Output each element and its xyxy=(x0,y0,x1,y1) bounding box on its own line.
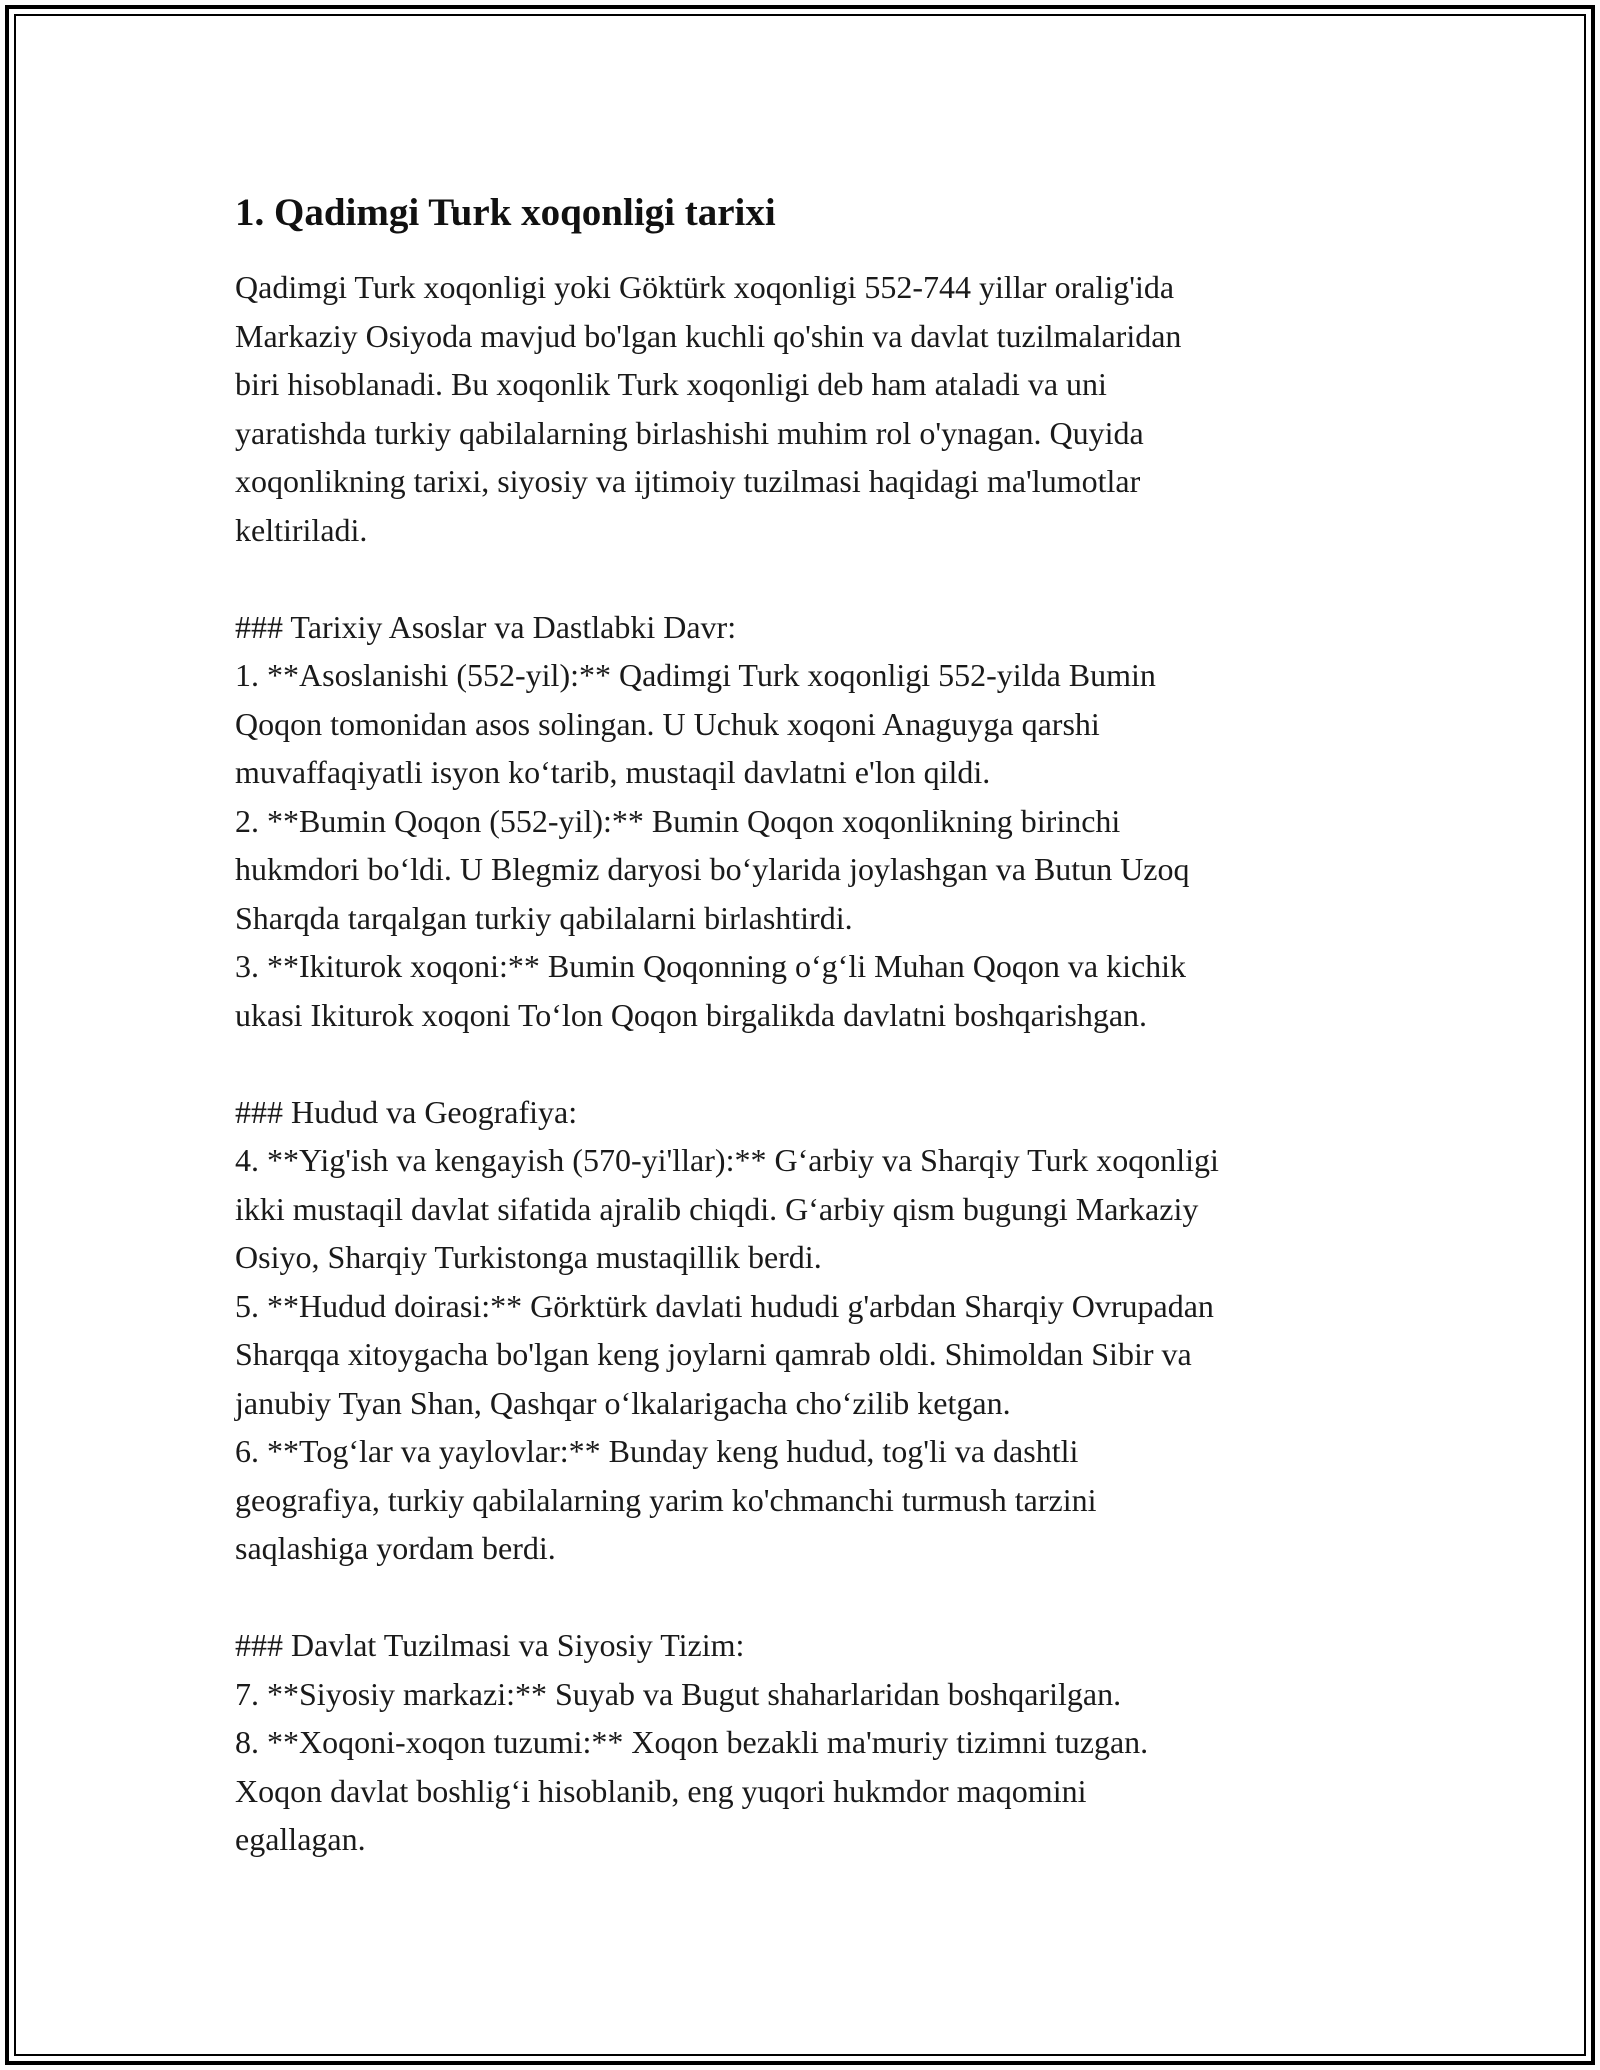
section-line: 6. **Togʻlar va yaylovlar:** Bunday keng hudud, tog'li va dashtli xyxy=(235,1433,1079,1469)
blank-line xyxy=(235,554,1395,603)
blank-line xyxy=(235,1039,1395,1088)
document-page xyxy=(235,185,1395,1864)
section-line: Sharqqa xitoygacha bo'lgan keng joylarni qamrab oldi. Shimoldan Sibir va xyxy=(235,1336,1192,1372)
intro-paragraph xyxy=(235,263,1395,554)
section-line: hukmdori boʻldi. U Blegmiz daryosi boʻylarida joylashgan va Butun Uzoq xyxy=(235,851,1190,887)
intro-line: Qadimgi Turk xoqonligi yoki Göktürk xoqonligi 552-744 yillar oralig'ida xyxy=(235,269,1175,305)
section-geography xyxy=(235,1088,1395,1573)
section-line: janubiy Tyan Shan, Qashqar oʻlkalarigacha choʻzilib ketgan. xyxy=(235,1384,1011,1421)
section-line: muvaffaqiyatli isyon koʻtarib, mustaqil davlatni e'lon qildi. xyxy=(235,754,991,790)
section-heading: ### Hudud va Geografiya: xyxy=(235,1093,578,1130)
section-line: 8. **Xoqoni-xoqon tuzumi:** Xoqon bezakli ma'muriy tizimni tuzgan. xyxy=(235,1724,1149,1760)
section-line: 3. **Ikiturok xoqoni:** Bumin Qoqonning oʻgʻli Muhan Qoqon va kichik xyxy=(235,948,1187,984)
section-line: saqlashiga yordam berdi. xyxy=(235,1530,556,1566)
section-line: Qoqon tomonidan asos solingan. U Uchuk xoqoni Anaguyga qarshi xyxy=(235,705,1100,742)
document-title: 1. Qadimgi Turk xoqonligi tarixi xyxy=(235,191,776,234)
section-line: Xoqon davlat boshligʻi hisoblanib, eng yuqori hukmdor maqomini xyxy=(235,1772,1087,1809)
intro-line: biri hisoblanadi. Bu xoqonlik Turk xoqonligi deb ham ataladi va uni xyxy=(235,366,1107,402)
section-line: ikki mustaqil davlat sifatida ajralib chiqdi. Gʻarbiy qism bugungi Markaziy xyxy=(235,1190,1199,1227)
intro-line: keltiriladi. xyxy=(235,511,368,548)
section-heading: ### Tarixiy Asoslar va Dastlabki Davr: xyxy=(235,608,737,645)
section-line: ukasi Ikiturok xoqoni Toʻlon Qoqon birgalikda davlatni boshqarishgan. xyxy=(235,996,1148,1033)
section-line: Sharqda tarqalgan turkiy qabilalarni birlashtirdi. xyxy=(235,899,853,936)
intro-line: Markaziy Osiyoda mavjud bo'lgan kuchli qo'shin va davlat tuzilmalaridan xyxy=(235,317,1182,354)
section-line: Osiyo, Sharqiy Turkistonga mustaqillik berdi. xyxy=(235,1239,822,1275)
section-heading: ### Davlat Tuzilmasi va Siyosiy Tizim: xyxy=(235,1627,745,1663)
section-line: 7. **Siyosiy markazi:** Suyab va Bugut shaharlaridan boshqarilgan. xyxy=(235,1675,1122,1712)
section-line: 1. **Asoslanishi (552-yil):** Qadimgi Turk xoqonligi 552-yilda Bumin xyxy=(235,657,1156,693)
section-line: egallagan. xyxy=(235,1821,366,1857)
intro-line: xoqonlikning tarixi, siyosiy va ijtimoiy tuzilmasi haqidagi ma'lumotlar xyxy=(235,463,1141,499)
intro-line: yaratishda turkiy qabilalarning birlashishi muhim rol o'ynagan. Quyida xyxy=(235,414,1144,451)
section-line: 5. **Hudud doirasi:** Görktürk davlati hududi g'arbdan Sharqiy Ovrupadan xyxy=(235,1287,1214,1324)
blank-line xyxy=(235,1573,1395,1622)
section-state-structure xyxy=(235,1621,1395,1864)
section-line: 2. **Bumin Qoqon (552-yil):** Bumin Qoqon xoqonlikning birinchi xyxy=(235,802,1121,839)
section-history xyxy=(235,603,1395,1040)
section-line: geografiya, turkiy qabilalarning yarim ko'chmanchi turmush tarzini xyxy=(235,1481,1097,1518)
section-line: 4. **Yig'ish va kengayish (570-yi'llar):** Gʻarbiy va Sharqiy Turk xoqonligi xyxy=(235,1142,1219,1178)
